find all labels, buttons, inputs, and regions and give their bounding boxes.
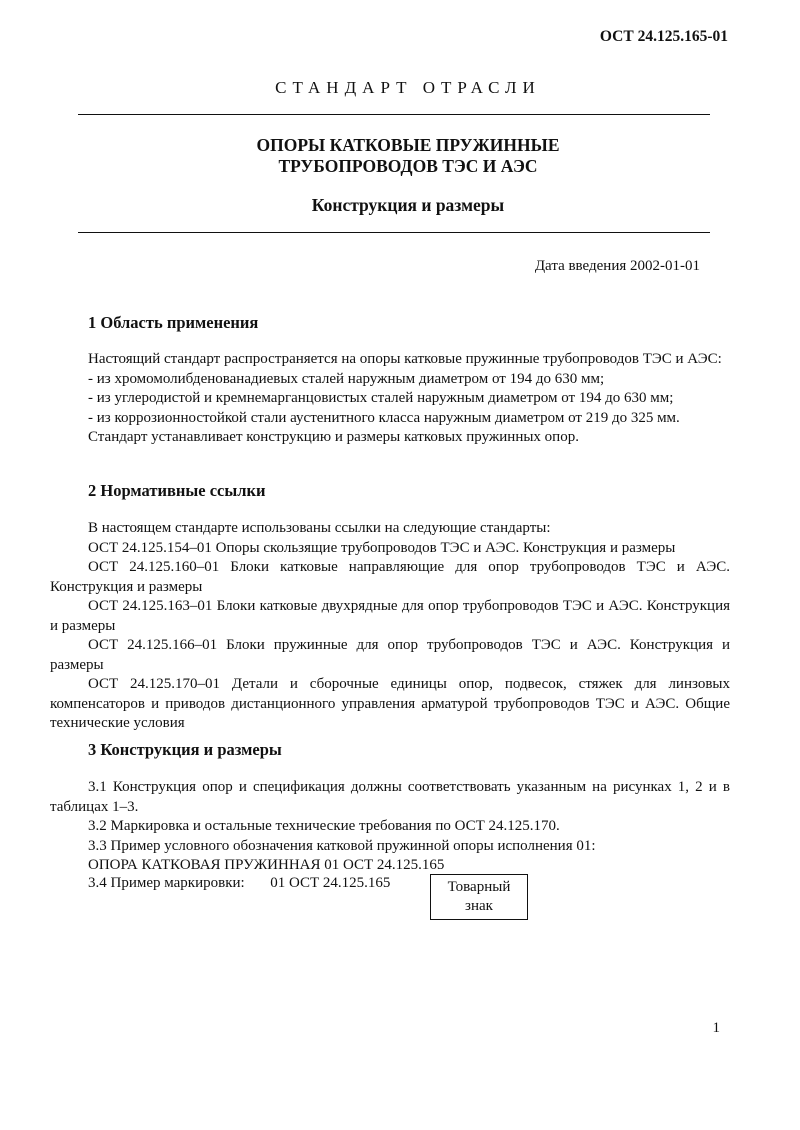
marking-example [88,875,390,892]
reference-item: ОСТ 24.125.160–01 Блоки катковые направляющие для опор трубопроводов ТЭС и АЭС. Конструкция и размеры [50,559,730,595]
section-body [50,350,730,448]
title-line: ОПОРЫ КАТКОВЫЕ ПРУЖИННЫЕ [256,135,560,155]
document-title [0,135,800,177]
standard-header: СТАНДАРТ ОТРАСЛИ [275,78,541,97]
section-body [50,519,730,734]
paragraph: В настоящем стандарте использованы ссылки на следующие стандарты: [88,520,551,536]
designation-example: ОПОРА КАТКОВАЯ ПРУЖИННАЯ 01 ОСТ 24.125.165 [88,857,445,873]
trademark-line: Товарный [447,879,511,895]
section-heading: 2 Нормативные ссылки [88,481,266,500]
reference-item: ОСТ 24.125.166–01 Блоки пружинные для опор трубопроводов ТЭС и АЭС. Конструкция и размеры [50,637,730,673]
reference-item: ОСТ 24.125.170–01 Детали и сборочные единицы опор, подвесок, стяжек для линзовых компенсаторов и приводов дистанционного управления арматурой трубопроводов ТЭС и АЭС. Общие технические условия [50,676,730,731]
list-item: - из коррозионностойкой стали аустенитного класса наружным диаметром от 219 до 325 мм. [88,409,680,426]
section-body [50,778,730,876]
section-heading: 3 Конструкция и размеры [88,740,282,759]
list-item: - из углеродистой и кремнемарганцовистых сталей наружным диаметром от 194 до 630 мм; [88,390,674,406]
introduction-date: Дата введения 2002-01-01 [534,258,700,274]
list-item: - из хромомолибденованадиевых сталей наружным диаметром от 194 до 630 мм; [88,370,605,387]
document-code: ОСТ 24.125.165-01 [599,28,728,45]
marking-value: 01 ОСТ 24.125.165 [270,875,391,891]
marking-label: 3.4 Пример маркировки: [88,875,245,891]
bottom-rule [78,232,710,233]
section-heading: 1 Область применения [88,313,259,332]
document-subtitle: Конструкция и размеры [311,195,505,215]
title-line: ТРУБОПРОВОДОВ ТЭС И АЭС [278,156,538,176]
paragraph: Настоящий стандарт распространяется на опоры катковые пружинные трубопроводов ТЭС и АЭС: [88,351,722,367]
trademark-line: знак [465,898,493,914]
paragraph: 3.3 Пример условного обозначения катковой пружинной опоры исполнения 01: [88,837,596,854]
page-number: 1 [712,1020,720,1036]
reference-item: ОСТ 24.125.154–01 Опоры скользящие трубопроводов ТЭС и АЭС. Конструкция и размеры [88,539,676,556]
paragraph: Стандарт устанавливает конструкцию и размеры катковых пружинных опор. [88,429,579,445]
paragraph: 3.1 Конструкция опор и спецификация должны соответствовать указанным на рисунках 1, 2 и в таблицах 1–3. [50,779,730,815]
paragraph: 3.2 Маркировка и остальные технические требования по ОСТ 24.125.170. [88,818,560,834]
trademark-box [430,874,528,920]
reference-item: ОСТ 24.125.163–01 Блоки катковые двухрядные для опор трубопроводов ТЭС и АЭС. Конструкция и размеры [50,598,730,634]
top-rule [78,114,710,115]
